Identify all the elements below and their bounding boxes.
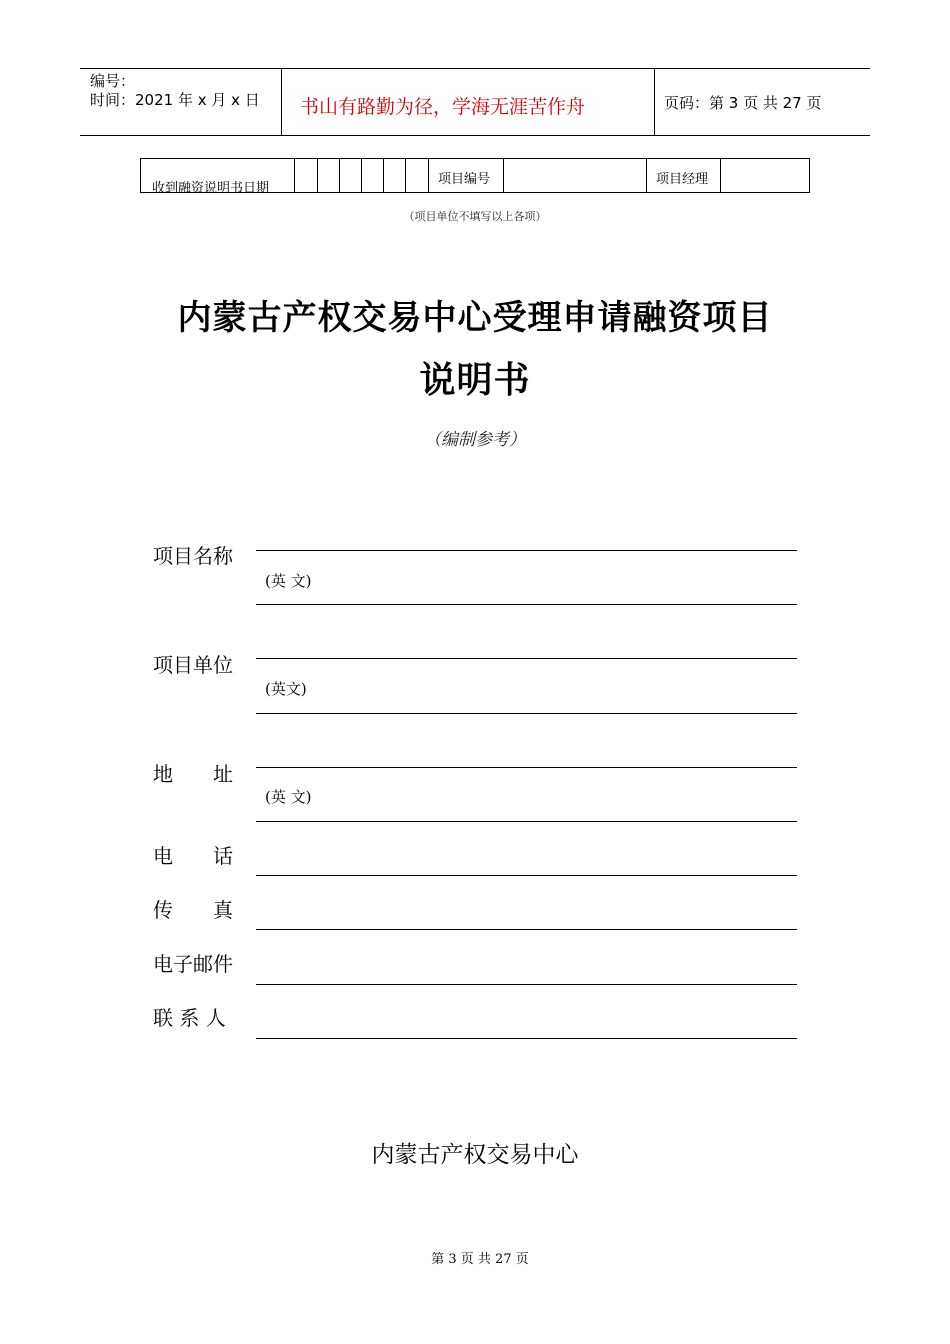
header-divider-left (281, 68, 282, 136)
project-name-english-hint: (英 文) (265, 572, 312, 590)
project-unit-english-field-line[interactable] (256, 713, 797, 714)
page-footer: 第 3 页 共 27 页 (431, 1252, 529, 1267)
intake-date-cell-divider (294, 158, 295, 193)
address-english-field-line[interactable] (256, 821, 797, 822)
address-english-hint: (英 文) (265, 788, 312, 806)
document-title-line2: 说明书 (419, 360, 531, 401)
document-subtitle: （编制参考） (424, 430, 526, 450)
intake-date-cell-divider (361, 158, 362, 193)
header-motto: 书山有路勤为径，学海无涯苦作舟 (300, 96, 586, 118)
intake-cell-divider (503, 158, 504, 193)
document-time-label: 时间：2021 年 x 月 x 日 (90, 91, 260, 109)
intake-date-cell-divider (428, 158, 429, 193)
phone-label: 电 话 (153, 844, 233, 868)
intake-cell-divider (720, 158, 721, 193)
fax-field-line[interactable] (256, 929, 797, 930)
email-label: 电子邮件 (153, 952, 233, 976)
project-name-field-line[interactable] (256, 550, 797, 551)
intake-date-cell-divider (405, 158, 406, 193)
project-unit-field-line[interactable] (256, 658, 797, 659)
contact-label: 联 系 人 (153, 1006, 226, 1030)
intake-cell-divider (646, 158, 647, 193)
address-label: 地 址 (153, 762, 233, 786)
project-unit-english-hint: (英文) (265, 680, 307, 698)
project-name-english-field-line[interactable] (256, 604, 797, 605)
project-name-label: 项目名称 (153, 544, 233, 568)
fax-label: 传 真 (153, 898, 233, 922)
project-unit-label: 项目单位 (153, 653, 233, 677)
organization-name: 内蒙古产权交易中心 (371, 1142, 579, 1168)
header-top-rule (80, 68, 870, 69)
intake-manager-label: 项目经理 (656, 172, 709, 187)
intake-date-cell-divider (317, 158, 318, 193)
intake-date-cell-divider (383, 158, 384, 193)
document-number-label: 编号： (90, 72, 136, 90)
intake-project-number-label: 项目编号 (438, 172, 491, 187)
phone-field-line[interactable] (256, 875, 797, 876)
contact-field-line[interactable] (256, 1038, 797, 1039)
intake-date-cell-divider (339, 158, 340, 193)
header-divider-right (654, 68, 655, 136)
address-field-line[interactable] (256, 767, 797, 768)
header-page-info: 页码：第 3 页 共 27 页 (664, 94, 822, 112)
document-title: 内蒙古产权交易中心受理申请融资项目 (177, 298, 773, 338)
intake-date-label: 收到融资说明书日期 (152, 181, 270, 196)
email-field-line[interactable] (256, 984, 797, 985)
intake-note: （项目单位不填写以上各项） (403, 210, 547, 223)
header-bottom-rule (80, 135, 870, 136)
